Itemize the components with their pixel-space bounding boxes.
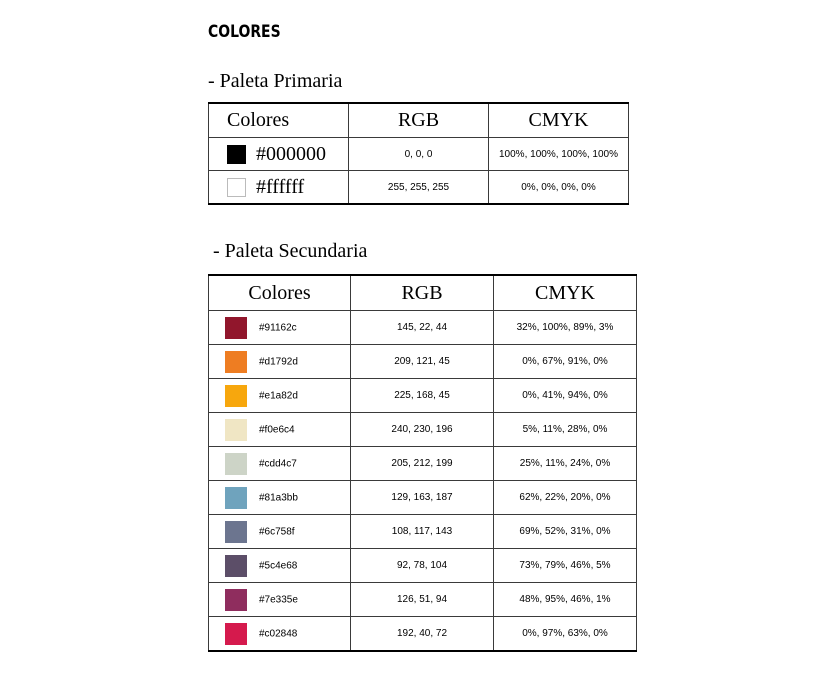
- hex-value: #f0e6c4: [259, 424, 295, 435]
- color-swatch: [225, 487, 247, 509]
- cmyk-value: 0%, 67%, 91%, 0%: [494, 345, 637, 379]
- hex-value: #6c758f: [259, 526, 295, 537]
- cmyk-value: 73%, 79%, 46%, 5%: [494, 549, 637, 583]
- rgb-value: 126, 51, 94: [351, 583, 494, 617]
- hex-value: #ffffff: [256, 175, 305, 198]
- primary-palette-title: - Paleta Primaria: [208, 70, 343, 92]
- hex-value: #e1a82d: [259, 390, 298, 401]
- color-cell: [209, 138, 349, 171]
- color-cell: [209, 447, 351, 481]
- rgb-value: 108, 117, 143: [351, 515, 494, 549]
- color-cell: [209, 481, 351, 515]
- color-cell: [209, 311, 351, 345]
- table-row: [209, 583, 637, 617]
- header-rgb: RGB: [351, 275, 494, 311]
- table-row: [209, 138, 629, 171]
- color-swatch: [225, 521, 247, 543]
- hex-value: #7e335e: [259, 594, 298, 605]
- header-cmyk: CMYK: [489, 103, 629, 138]
- color-cell: [209, 515, 351, 549]
- rgb-value: 205, 212, 199: [351, 447, 494, 481]
- secondary-palette-rows: [209, 311, 637, 652]
- secondary-palette-table: [208, 274, 637, 652]
- hex-value: #d1792d: [259, 356, 298, 367]
- cmyk-value: 100%, 100%, 100%, 100%: [489, 138, 629, 171]
- table-row: [209, 345, 637, 379]
- cmyk-value: 5%, 11%, 28%, 0%: [494, 413, 637, 447]
- header-rgb: RGB: [349, 103, 489, 138]
- primary-palette-table: [208, 102, 629, 205]
- hex-value: #91162c: [259, 322, 297, 333]
- secondary-palette-title: - Paleta Secundaria: [213, 240, 368, 262]
- rgb-value: 255, 255, 255: [349, 171, 489, 205]
- color-swatch: [225, 419, 247, 441]
- hex-value: #c02848: [259, 628, 298, 639]
- hex-value: #81a3bb: [259, 492, 298, 503]
- color-swatch: [225, 453, 247, 475]
- rgb-value: 145, 22, 44: [351, 311, 494, 345]
- table-row: [209, 379, 637, 413]
- hex-value: #cdd4c7: [259, 458, 297, 469]
- rgb-value: 129, 163, 187: [351, 481, 494, 515]
- color-cell: [209, 413, 351, 447]
- table-row: [209, 171, 629, 205]
- color-swatch: [225, 623, 247, 645]
- color-cell: [209, 583, 351, 617]
- color-cell: [209, 345, 351, 379]
- color-cell: [209, 171, 349, 205]
- rgb-value: 225, 168, 45: [351, 379, 494, 413]
- rgb-value: 209, 121, 45: [351, 345, 494, 379]
- table-row: [209, 311, 637, 345]
- table-row: [209, 617, 637, 652]
- table-row: [209, 447, 637, 481]
- color-swatch: [225, 385, 247, 407]
- color-swatch: [225, 351, 247, 373]
- cmyk-value: 62%, 22%, 20%, 0%: [494, 481, 637, 515]
- page-heading: COLORES: [208, 22, 281, 42]
- color-cell: [209, 549, 351, 583]
- rgb-value: 192, 40, 72: [351, 617, 494, 652]
- header-colores: Colores: [209, 275, 351, 311]
- table-row: [209, 413, 637, 447]
- color-swatch: [225, 317, 247, 339]
- cmyk-value: 48%, 95%, 46%, 1%: [494, 583, 637, 617]
- cmyk-value: 69%, 52%, 31%, 0%: [494, 515, 637, 549]
- table-row: [209, 549, 637, 583]
- cmyk-value: 0%, 0%, 0%, 0%: [489, 171, 629, 205]
- rgb-value: 92, 78, 104: [351, 549, 494, 583]
- rgb-value: 240, 230, 196: [351, 413, 494, 447]
- table-row: [209, 515, 637, 549]
- color-cell: [209, 617, 351, 652]
- color-cell: [209, 379, 351, 413]
- header-colores: Colores: [209, 103, 349, 138]
- hex-value: #000000: [256, 142, 326, 165]
- rgb-value: 0, 0, 0: [349, 138, 489, 171]
- color-swatch: [227, 145, 246, 164]
- cmyk-value: 0%, 97%, 63%, 0%: [494, 617, 637, 652]
- cmyk-value: 32%, 100%, 89%, 3%: [494, 311, 637, 345]
- cmyk-value: 0%, 41%, 94%, 0%: [494, 379, 637, 413]
- color-swatch: [225, 555, 247, 577]
- secondary-header-row: [209, 275, 637, 311]
- cmyk-value: 25%, 11%, 24%, 0%: [494, 447, 637, 481]
- header-cmyk: CMYK: [494, 275, 637, 311]
- color-swatch: [227, 178, 246, 197]
- table-row: [209, 481, 637, 515]
- primary-header-row: [209, 103, 629, 138]
- color-swatch: [225, 589, 247, 611]
- hex-value: #5c4e68: [259, 560, 298, 571]
